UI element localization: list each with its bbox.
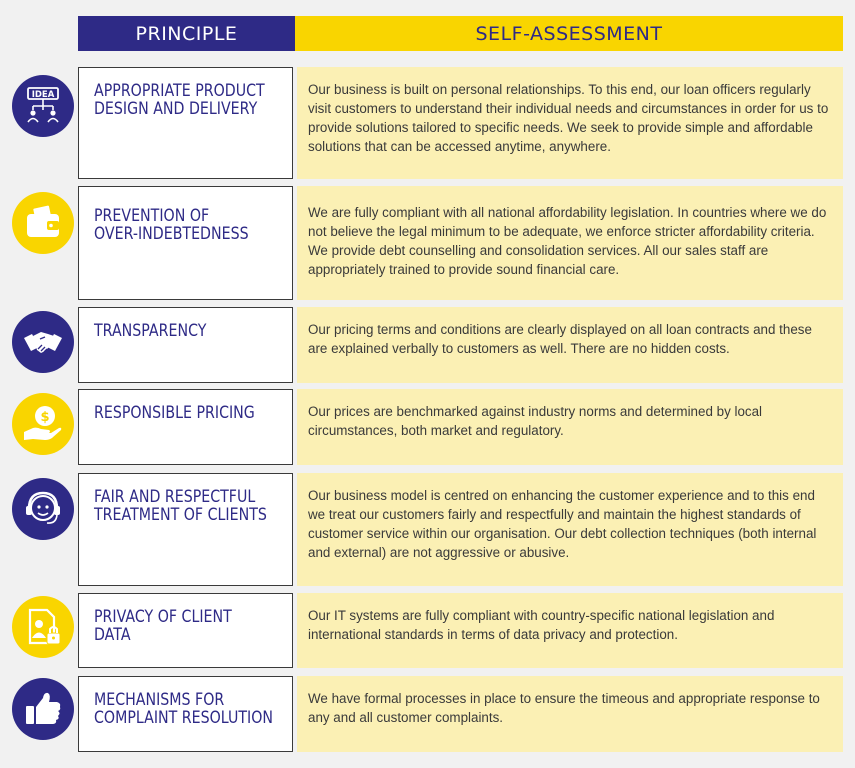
principle-cell bbox=[78, 473, 293, 586]
principle-cell bbox=[78, 186, 293, 300]
principle-row-responsible-pricing bbox=[0, 389, 855, 465]
principle-cell bbox=[78, 676, 293, 752]
principle-title: APPROPRIATE PRODUCT DESIGN AND DELIVERY bbox=[94, 81, 265, 118]
handshake-icon bbox=[12, 311, 74, 373]
principle-row-privacy bbox=[0, 593, 855, 668]
assessment-text: We have formal processes in place to ensure the timeous and appropriate response to any and all customer complaints. bbox=[308, 691, 820, 725]
assessment-cell bbox=[297, 307, 843, 383]
principle-title: PRIVACY OF CLIENT DATA bbox=[94, 607, 232, 644]
principle-title: PREVENTION OF OVER-INDEBTEDNESS bbox=[94, 206, 249, 243]
principle-cell bbox=[78, 307, 293, 383]
principle-title: FAIR AND RESPECTFUL TREATMENT OF CLIENTS bbox=[94, 487, 267, 524]
assessment-text: Our pricing terms and conditions are clearly displayed on all loan contracts and these are explained verbally to customers as well. There are no hidden costs. bbox=[308, 322, 812, 356]
principle-cell bbox=[78, 67, 293, 179]
assessment-cell bbox=[297, 593, 843, 668]
assessment-cell bbox=[297, 67, 843, 179]
assessment-cell bbox=[297, 389, 843, 465]
wallet-icon bbox=[12, 192, 74, 254]
principle-title: TRANSPARENCY bbox=[94, 321, 207, 340]
assessment-text: Our IT systems are fully compliant with country-specific national legislation and international standards in terms of data privacy and protection. bbox=[308, 608, 775, 642]
assessment-text: Our business is built on personal relationships. To this end, our loan officers regularly visit customers to understand their individual needs and circumstances in order for us to provide solutions tailored to specific needs. We seek to provide simple and affordable solutions that can be accessed anytime, anywhere. bbox=[308, 82, 829, 154]
assessment-cell bbox=[297, 473, 843, 586]
principle-row-product-design bbox=[0, 67, 855, 179]
self-assessment-column-header: SELF-ASSESSMENT bbox=[295, 16, 843, 51]
principle-cell bbox=[78, 389, 293, 465]
locked-document-icon bbox=[12, 596, 74, 658]
principle-title: RESPONSIBLE PRICING bbox=[94, 403, 255, 422]
principle-row-complaint-resolution bbox=[0, 676, 855, 752]
principle-row-over-indebtedness bbox=[0, 186, 855, 300]
svg-text:IDEA: IDEA bbox=[31, 90, 55, 100]
svg-text:$: $ bbox=[40, 410, 50, 425]
assessment-text: Our business model is centred on enhancing the customer experience and to this end we treat our customers fairly and respectfully and maintain the highest standards of customer service within our organisation. Our debt collection techniques (both internal and external) are not aggressive or abusive. bbox=[308, 488, 817, 560]
principle-title: MECHANISMS FOR COMPLAINT RESOLUTION bbox=[94, 690, 274, 727]
customer-support-icon bbox=[12, 478, 74, 540]
principle-row-transparency bbox=[0, 307, 855, 383]
assessment-cell bbox=[297, 676, 843, 752]
assessment-text: We are fully compliant with all national affordability legislation. In countries where we do not believe the legal minimum to be adequate, we enforce stricter affordability criteria. We provide debt counselling and consolidation services. All our sales staff are appropriately trained to provide sound financial care. bbox=[308, 205, 827, 277]
assessment-cell bbox=[297, 186, 843, 300]
idea-network-icon bbox=[12, 75, 74, 137]
principle-row-fair-treatment bbox=[0, 473, 855, 586]
principle-cell bbox=[78, 593, 293, 668]
thumbs-up-icon bbox=[12, 678, 74, 740]
money-hand-icon bbox=[12, 393, 74, 455]
assessment-text: Our prices are benchmarked against industry norms and determined by local circumstances, both market and regulatory. bbox=[308, 404, 763, 438]
principle-column-header: PRINCIPLE bbox=[78, 16, 295, 51]
